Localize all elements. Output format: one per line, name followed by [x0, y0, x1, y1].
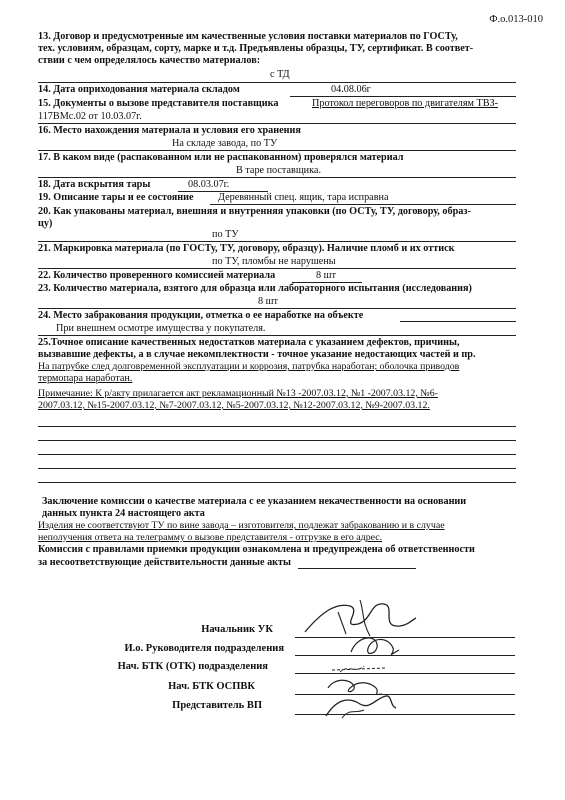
signature-scrawl-2 — [345, 632, 405, 662]
item-25-value-line-1: На патрубке след долговременной эксплуатации и коррозия, патрубка наработан; оболочка приводов — [38, 361, 460, 372]
blank-rule-2 — [38, 440, 516, 441]
item-21-rule — [38, 268, 516, 269]
item-25-note-line-1: Примечание: К р/акту прилагается акт рекламационный №13 -2007.03.12, №1 -2007.03.12, №6- — [38, 388, 438, 399]
conclusion-value-line-1: Изделия не соответствуют ТУ по вине завода – изготовителя, подлежат забракованию и в случае — [38, 520, 445, 531]
conclusion-value-line-2: неполучения ответа на телеграмму о вызове представителя - отгрузке в его адрес. — [38, 532, 383, 543]
conclusion-signature-rule — [298, 568, 416, 569]
item-24-label-rule — [400, 321, 516, 322]
blank-rule-5 — [38, 482, 516, 483]
item-13-line-3: ствии с чем определялось качество материалов: — [38, 55, 261, 66]
item-16-label: 16. Место нахождения материала и условия его хранения — [38, 125, 301, 136]
item-22-value: 8 шт — [316, 270, 336, 281]
item-23-rule — [38, 308, 516, 309]
item-15-value-line-1: Протокол переговоров по двигателям ТВЗ- — [312, 98, 499, 109]
item-25-line-2: вызвавшие дефекты, а в случае некомплектности - точное указание недостающих частей и пр. — [38, 349, 476, 360]
signature-label-head-uk: Начальник УК — [201, 624, 273, 635]
blank-rule-1 — [38, 426, 516, 427]
item-17-rule — [38, 177, 516, 178]
item-21-label: 21. Маркировка материала (по ГОСТу, ТУ, договору, образцу). Наличие пломб и их оттиск — [38, 243, 455, 254]
form-number: Ф.о.013-010 — [489, 14, 543, 25]
item-14-label: 14. Дата оприходования материала складом — [38, 84, 240, 95]
item-17-label: 17. В каком виде (распакованном или не распакованном) проверялся материал — [38, 152, 404, 163]
item-20-rule — [38, 241, 516, 242]
item-24-value: При внешнем осмотре имущества у покупателя. — [56, 323, 266, 334]
item-20-value: по ТУ — [212, 229, 239, 240]
item-20-line-1: 20. Как упакованы материал, внешняя и внутренняя упаковки (по ОСТу, ТУ, договору, образ- — [38, 206, 471, 217]
item-19-rule — [210, 204, 516, 205]
blank-rule-4 — [38, 468, 516, 469]
signature-label-acting-head: И.о. Руководителя подразделения — [124, 643, 284, 654]
item-24-rule — [38, 335, 516, 336]
item-23-label: 23. Количество материала, взятого для образца или лабораторного испытания (исследования) — [38, 283, 472, 294]
item-18-label: 18. Дата вскрытия тары — [38, 179, 151, 190]
item-25-note-line-2: 2007.03.12, №15-2007.03.12, №7-2007.03.12, №5-2007.03.12, №12-2007.03.12, №9-2007.03.12. — [38, 400, 430, 411]
item-25-line-1: 25.Точное описание качественных недостатков материала с указанием дефектов, причины, — [38, 337, 460, 348]
item-23-value: 8 шт — [258, 296, 278, 307]
signature-scrawl-4 — [320, 674, 400, 722]
blank-rule-3 — [38, 454, 516, 455]
signature-label-vp-representative: Представитель ВП — [172, 700, 262, 711]
signature-label-btk-division: Нач. БТК (ОТК) подразделения — [117, 661, 268, 672]
item-18-value: 08.03.07г. — [188, 179, 230, 190]
signature-line-acting-head — [295, 655, 515, 656]
conclusion-line-2: данных пункта 24 настоящего акта — [42, 508, 205, 519]
item-13-value: с ТД — [270, 69, 290, 80]
item-15-value-line-2: 117ВМс.02 от 10.03.07г. — [38, 111, 142, 122]
conclusion-line-3: Комиссия с правилами приемки продукции ознакомлена и предупреждена об ответственности — [38, 544, 475, 555]
item-19-value: Деревянный спец. ящик, тара исправна — [218, 192, 389, 203]
item-14-value: 04.08.06г — [331, 84, 371, 95]
item-13-line-2: тех. условиям, образцам, сорту, марке и т.д. Предъявлены образцы, ТУ, сертификат. В соответ- — [38, 43, 474, 54]
item-13-rule — [38, 82, 516, 83]
item-15-label: 15. Документы о вызове представителя поставщика — [38, 98, 279, 109]
item-13-line-1: 13. Договор и предусмотренные им качественные условия поставки материалов по ГОСТу, — [38, 31, 458, 42]
item-15-rule — [38, 123, 516, 124]
item-14-rule — [290, 96, 516, 97]
signature-label-btk-ospvk: Нач. БТК ОСПВК — [168, 681, 255, 692]
item-20-line-2: цу) — [38, 218, 53, 229]
item-21-value: по ТУ, пломбы не нарушены — [212, 256, 336, 267]
conclusion-line-4: за несоответствующие действительности данные акты — [38, 557, 291, 568]
conclusion-line-1: Заключение комиссии о качестве материала с ее указанием некачественности на основании — [42, 496, 467, 507]
item-22-label: 22. Количество проверенного комиссией материала — [38, 270, 276, 281]
item-16-rule — [38, 150, 516, 151]
item-17-value: В таре поставщика. — [236, 165, 321, 176]
item-16-value: На складе завода, по ТУ — [172, 138, 278, 149]
item-19-label: 19. Описание тары и ее состояние — [38, 192, 194, 203]
item-24-label: 24. Место забракования продукции, отметка о ее наработке на объекте — [38, 310, 364, 321]
item-25-value-line-2: термопара наработан. — [38, 373, 133, 384]
